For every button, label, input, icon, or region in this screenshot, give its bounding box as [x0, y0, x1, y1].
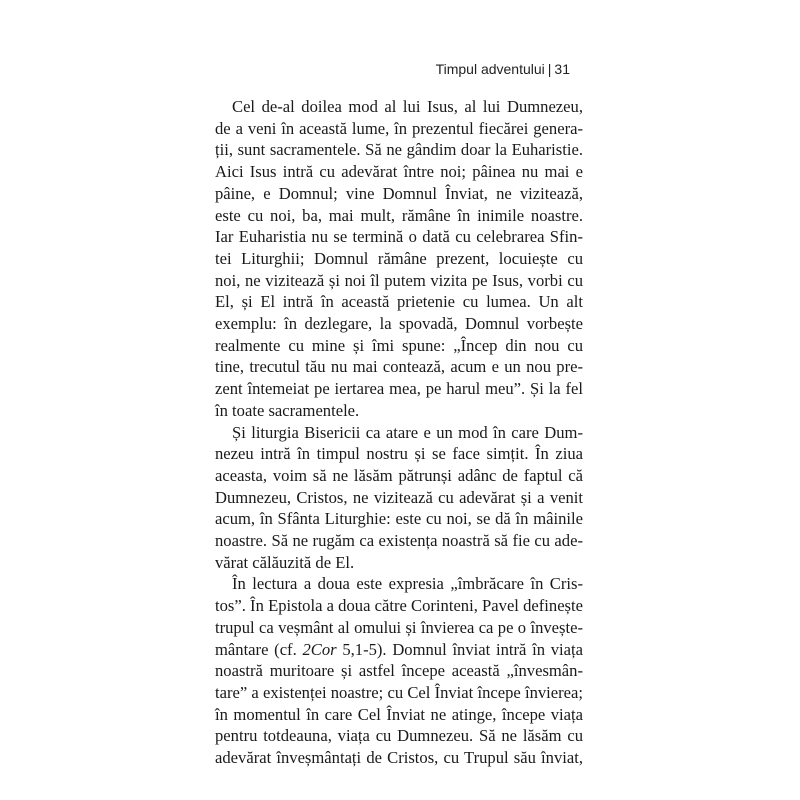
text-line: în momentul în care Cel Înviat ne atinge, începe viața [215, 704, 583, 724]
paragraph-liturgy [215, 422, 583, 574]
paragraph-sacraments [215, 96, 583, 422]
text-line: tos”. În Epistola a doua către Corinteni, Pavel definește [215, 596, 583, 616]
running-title: Timpul adventului [435, 61, 545, 77]
scripture-reference: 2Cor [302, 639, 337, 659]
text-line: vărat călăuzită de El. [215, 552, 355, 572]
paragraph-second-reading [215, 573, 583, 768]
text-line: acum, în Sfânta Liturghie: este cu noi, se dă în mâinile [215, 509, 583, 529]
text-line: în toate sacramentele. [215, 400, 360, 420]
text-line: zent întemeiat pe iertarea mea, pe harul meu”. Și la fel [215, 379, 583, 399]
text-line: este cu noi, ba, mai mult, rămâne în inimile noastre. [215, 205, 583, 225]
text-line: realmente cu mine și îmi spune: „Încep din nou cu [215, 335, 583, 355]
text-line: mântare (cf. 2Cor 5,1-5). Domnul înviat intră în viața [215, 639, 583, 659]
page-number: 31 [554, 61, 570, 77]
text-line: ții, sunt sacramentele. Să ne gândim doar la Euharistie. [215, 140, 583, 160]
text-line: În lectura a doua este expresia „îmbrăcare în Cris- [232, 574, 583, 594]
text-line: adevărat înveșmântați de Cristos, cu Trupul său înviat, [215, 748, 583, 768]
text-line: pentru totdeauna, viața cu Dumnezeu. Să ne lăsăm cu [215, 726, 583, 746]
body-text [215, 96, 583, 769]
text-line: tine, trecutul tău nu mai contează, acum e un nou pre- [215, 357, 583, 377]
text-line: Aici Isus intră cu adevărat între noi; pâinea nu mai e [215, 162, 583, 182]
text-line: aceasta, voim să ne lăsăm pătrunși adânc de faptul că [215, 465, 583, 485]
text-line: Cel de-al doilea mod al lui Isus, al lui Dumnezeu, [232, 97, 583, 116]
text-line: Iar Euharistia nu se termină o dată cu celebrarea Sfin- [215, 227, 583, 247]
text-line: tei Liturghii; Domnul rămâne prezent, locuiește cu [215, 248, 583, 268]
text-line: El, și El intră în această prietenie cu lumea. Un alt [215, 292, 583, 312]
text-line: Și liturgia Bisericii ca atare e un mod în care Dum- [232, 422, 583, 442]
text-line: noastră muritoare și astfel începe această „învesmân- [215, 661, 583, 681]
text-line: noastre. Să ne rugăm ca existența noastră să fie cu ade- [215, 531, 583, 551]
text-line: tare” a existenței noastre; cu Cel Înviat începe învierea; [215, 682, 583, 702]
text-line: pâine, e Domnul; vine Domnul Înviat, ne vizitează, [215, 183, 583, 203]
text-line: trupul ca veșmânt al omului și învierea ca pe o învește- [215, 617, 583, 637]
text-line: noi, ne vizitează și noi îl putem vizita pe Isus, vorbi cu [215, 270, 583, 290]
text-line: exemplu: în dezlegare, la spovadă, Domnul vorbește [215, 314, 583, 334]
header-separator: | [547, 61, 552, 77]
text-line: Dumnezeu, Cristos, ne vizitează cu adevărat și a venit [215, 487, 583, 507]
text-line: nezeu intră în timpul nostru și se face simțit. În ziua [215, 444, 583, 464]
running-header [436, 61, 570, 77]
text-line: de a veni în această lume, în prezentul fiecărei genera- [215, 118, 583, 138]
